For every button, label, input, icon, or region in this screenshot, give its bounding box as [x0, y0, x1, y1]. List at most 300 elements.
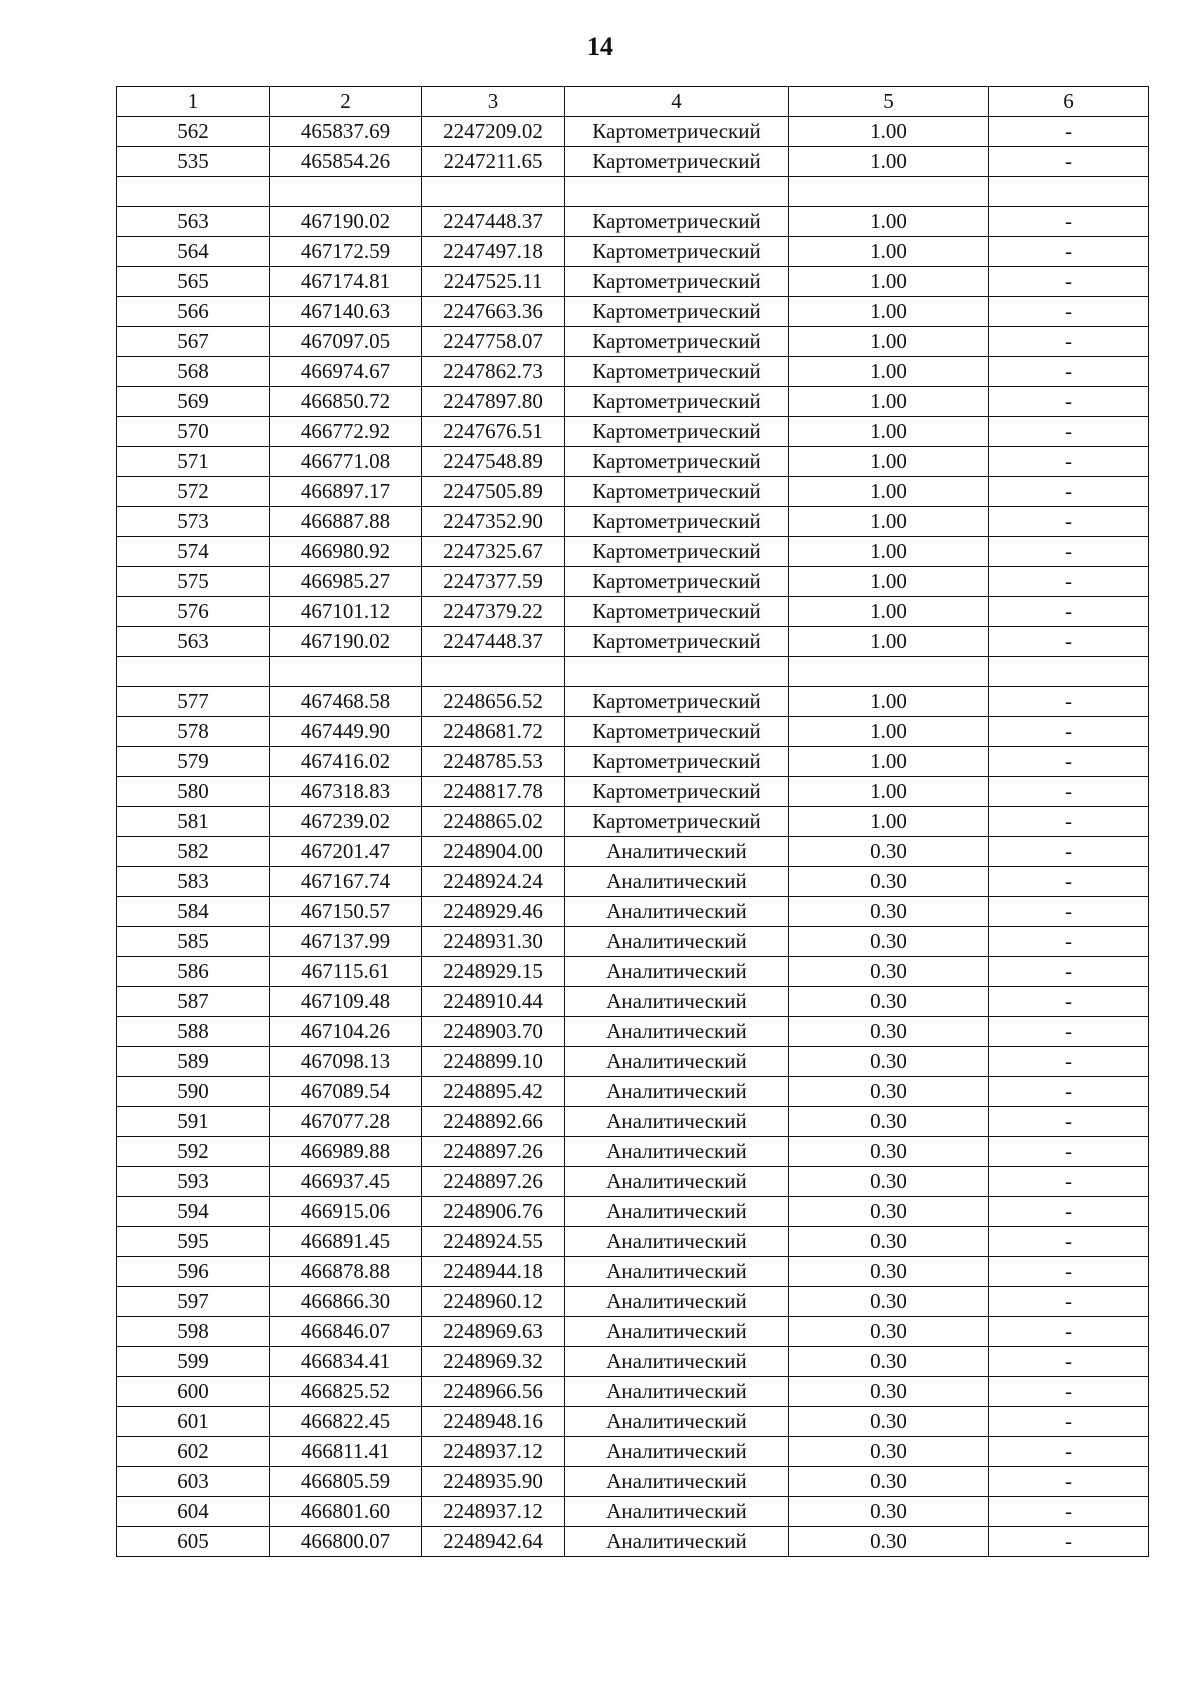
header-cell-6: 6: [989, 87, 1149, 117]
point-number-cell: 583: [117, 867, 270, 897]
method-cell: Аналитический: [565, 1347, 789, 1377]
x-coordinate-cell: 466805.59: [270, 1467, 422, 1497]
point-number-cell: 605: [117, 1527, 270, 1557]
table-body: [117, 117, 1149, 1557]
method-cell: Картометрический: [565, 357, 789, 387]
x-coordinate-cell: 467089.54: [270, 1077, 422, 1107]
table-row: [117, 627, 1149, 657]
y-coordinate-cell: 2247663.36: [422, 297, 565, 327]
table-row: [117, 1227, 1149, 1257]
y-coordinate-cell: 2248656.52: [422, 687, 565, 717]
table-row: [117, 567, 1149, 597]
method-cell: Аналитический: [565, 1017, 789, 1047]
header-cell-1: 1: [117, 87, 270, 117]
point-number-cell: 587: [117, 987, 270, 1017]
x-coordinate-cell: 465854.26: [270, 147, 422, 177]
accuracy-cell: 0.30: [789, 957, 989, 987]
point-number-cell: 599: [117, 1347, 270, 1377]
note-cell: -: [989, 417, 1149, 447]
note-cell: -: [989, 237, 1149, 267]
table-row: [117, 657, 1149, 687]
table-row: [117, 177, 1149, 207]
method-cell: Аналитический: [565, 1407, 789, 1437]
x-coordinate-cell: 467104.26: [270, 1017, 422, 1047]
note-cell: -: [989, 1077, 1149, 1107]
x-coordinate-cell: 465837.69: [270, 117, 422, 147]
point-number-cell: 565: [117, 267, 270, 297]
method-cell: Аналитический: [565, 1437, 789, 1467]
table-row: [117, 267, 1149, 297]
table-row: [117, 777, 1149, 807]
note-cell: -: [989, 387, 1149, 417]
accuracy-cell: 1.00: [789, 807, 989, 837]
x-coordinate-cell: 467201.47: [270, 837, 422, 867]
method-cell: Аналитический: [565, 837, 789, 867]
table-row: [117, 1017, 1149, 1047]
y-coordinate-cell: 2248948.16: [422, 1407, 565, 1437]
point-number-cell: 604: [117, 1497, 270, 1527]
method-cell: Картометрический: [565, 777, 789, 807]
note-cell: -: [989, 1197, 1149, 1227]
method-cell: Картометрический: [565, 447, 789, 477]
x-coordinate-cell: 466989.88: [270, 1137, 422, 1167]
note-cell: -: [989, 1137, 1149, 1167]
accuracy-cell: 0.30: [789, 867, 989, 897]
note-cell: -: [989, 717, 1149, 747]
y-coordinate-cell: 2248937.12: [422, 1497, 565, 1527]
point-number-cell: 586: [117, 957, 270, 987]
x-coordinate-cell: 466985.27: [270, 567, 422, 597]
table-row: [117, 1257, 1149, 1287]
x-coordinate-cell: 467098.13: [270, 1047, 422, 1077]
y-coordinate-cell: 2248865.02: [422, 807, 565, 837]
x-coordinate-cell: [270, 177, 422, 207]
point-number-cell: 602: [117, 1437, 270, 1467]
accuracy-cell: 1.00: [789, 447, 989, 477]
method-cell: Аналитический: [565, 867, 789, 897]
y-coordinate-cell: 2247377.59: [422, 567, 565, 597]
table-row: [117, 1437, 1149, 1467]
table-row: [117, 207, 1149, 237]
header-row: [117, 87, 1149, 117]
x-coordinate-cell: 467416.02: [270, 747, 422, 777]
header-cell-2: 2: [270, 87, 422, 117]
y-coordinate-cell: 2247325.67: [422, 537, 565, 567]
x-coordinate-cell: 466846.07: [270, 1317, 422, 1347]
table-row: [117, 867, 1149, 897]
y-coordinate-cell: 2248937.12: [422, 1437, 565, 1467]
method-cell: Аналитический: [565, 927, 789, 957]
note-cell: -: [989, 987, 1149, 1017]
table-row: [117, 507, 1149, 537]
accuracy-cell: 0.30: [789, 1467, 989, 1497]
note-cell: -: [989, 807, 1149, 837]
method-cell: Аналитический: [565, 1047, 789, 1077]
accuracy-cell: 0.30: [789, 987, 989, 1017]
point-number-cell: 577: [117, 687, 270, 717]
note-cell: -: [989, 747, 1149, 777]
note-cell: -: [989, 597, 1149, 627]
point-number-cell: 590: [117, 1077, 270, 1107]
table-row: [117, 687, 1149, 717]
x-coordinate-cell: 466772.92: [270, 417, 422, 447]
y-coordinate-cell: 2247448.37: [422, 207, 565, 237]
accuracy-cell: 1.00: [789, 387, 989, 417]
note-cell: -: [989, 1377, 1149, 1407]
method-cell: Аналитический: [565, 1377, 789, 1407]
method-cell: Аналитический: [565, 987, 789, 1017]
point-number-cell: 578: [117, 717, 270, 747]
table-row: [117, 957, 1149, 987]
method-cell: [565, 177, 789, 207]
x-coordinate-cell: [270, 657, 422, 687]
y-coordinate-cell: 2248897.26: [422, 1167, 565, 1197]
method-cell: Картометрический: [565, 207, 789, 237]
accuracy-cell: 0.30: [789, 1047, 989, 1077]
method-cell: Картометрический: [565, 807, 789, 837]
table-row: [117, 807, 1149, 837]
point-number-cell: 600: [117, 1377, 270, 1407]
point-number-cell: 591: [117, 1107, 270, 1137]
method-cell: Картометрический: [565, 477, 789, 507]
y-coordinate-cell: 2247448.37: [422, 627, 565, 657]
x-coordinate-cell: 466980.92: [270, 537, 422, 567]
table-row: [117, 747, 1149, 777]
method-cell: Картометрический: [565, 387, 789, 417]
point-number-cell: 597: [117, 1287, 270, 1317]
x-coordinate-cell: 467101.12: [270, 597, 422, 627]
y-coordinate-cell: [422, 657, 565, 687]
note-cell: -: [989, 477, 1149, 507]
header-cell-5: 5: [789, 87, 989, 117]
point-number-cell: 579: [117, 747, 270, 777]
point-number-cell: 593: [117, 1167, 270, 1197]
accuracy-cell: 1.00: [789, 267, 989, 297]
accuracy-cell: [789, 657, 989, 687]
table-row: [117, 1107, 1149, 1137]
y-coordinate-cell: 2247379.22: [422, 597, 565, 627]
accuracy-cell: 0.30: [789, 1317, 989, 1347]
header-cell-3: 3: [422, 87, 565, 117]
accuracy-cell: 0.30: [789, 1287, 989, 1317]
point-number-cell: 594: [117, 1197, 270, 1227]
point-number-cell: 592: [117, 1137, 270, 1167]
note-cell: -: [989, 1437, 1149, 1467]
y-coordinate-cell: 2248924.55: [422, 1227, 565, 1257]
point-number-cell: 567: [117, 327, 270, 357]
x-coordinate-cell: 466937.45: [270, 1167, 422, 1197]
note-cell: -: [989, 1227, 1149, 1257]
x-coordinate-cell: 467468.58: [270, 687, 422, 717]
table-row: [117, 387, 1149, 417]
method-cell: Картометрический: [565, 747, 789, 777]
note-cell: -: [989, 1407, 1149, 1437]
page-number: 14: [587, 32, 613, 61]
x-coordinate-cell: 466915.06: [270, 1197, 422, 1227]
point-number-cell: 562: [117, 117, 270, 147]
table-row: [117, 537, 1149, 567]
note-cell: -: [989, 1317, 1149, 1347]
accuracy-cell: 1.00: [789, 477, 989, 507]
x-coordinate-cell: 466811.41: [270, 1437, 422, 1467]
table-row: [117, 147, 1149, 177]
method-cell: Аналитический: [565, 1077, 789, 1107]
x-coordinate-cell: 467109.48: [270, 987, 422, 1017]
accuracy-cell: 0.30: [789, 897, 989, 927]
y-coordinate-cell: 2247497.18: [422, 237, 565, 267]
x-coordinate-cell: 466891.45: [270, 1227, 422, 1257]
x-coordinate-cell: 467115.61: [270, 957, 422, 987]
y-coordinate-cell: 2247862.73: [422, 357, 565, 387]
point-number-cell: 575: [117, 567, 270, 597]
note-cell: -: [989, 267, 1149, 297]
y-coordinate-cell: 2248944.18: [422, 1257, 565, 1287]
accuracy-cell: 0.30: [789, 1497, 989, 1527]
note-cell: -: [989, 147, 1149, 177]
accuracy-cell: 0.30: [789, 1407, 989, 1437]
note-cell: -: [989, 507, 1149, 537]
method-cell: Аналитический: [565, 1197, 789, 1227]
table-row: [117, 1527, 1149, 1557]
note-cell: -: [989, 1497, 1149, 1527]
x-coordinate-cell: 466974.67: [270, 357, 422, 387]
y-coordinate-cell: 2248910.44: [422, 987, 565, 1017]
y-coordinate-cell: 2248931.30: [422, 927, 565, 957]
x-coordinate-cell: 466887.88: [270, 507, 422, 537]
accuracy-cell: 0.30: [789, 1257, 989, 1287]
note-cell: -: [989, 1047, 1149, 1077]
note-cell: -: [989, 207, 1149, 237]
accuracy-cell: 1.00: [789, 357, 989, 387]
x-coordinate-cell: 466834.41: [270, 1347, 422, 1377]
accuracy-cell: 0.30: [789, 1527, 989, 1557]
method-cell: Аналитический: [565, 1527, 789, 1557]
point-number-cell: 585: [117, 927, 270, 957]
point-number-cell: [117, 657, 270, 687]
accuracy-cell: 1.00: [789, 747, 989, 777]
point-number-cell: 603: [117, 1467, 270, 1497]
table-row: [117, 357, 1149, 387]
point-number-cell: 573: [117, 507, 270, 537]
accuracy-cell: 0.30: [789, 1167, 989, 1197]
y-coordinate-cell: [422, 177, 565, 207]
table-row: [117, 837, 1149, 867]
note-cell: -: [989, 1167, 1149, 1197]
accuracy-cell: 1.00: [789, 207, 989, 237]
y-coordinate-cell: 2248904.00: [422, 837, 565, 867]
note-cell: -: [989, 327, 1149, 357]
point-number-cell: 566: [117, 297, 270, 327]
note-cell: -: [989, 1287, 1149, 1317]
method-cell: Аналитический: [565, 1227, 789, 1257]
x-coordinate-cell: 467172.59: [270, 237, 422, 267]
accuracy-cell: 0.30: [789, 837, 989, 867]
table-row: [117, 1497, 1149, 1527]
y-coordinate-cell: 2248966.56: [422, 1377, 565, 1407]
note-cell: -: [989, 1107, 1149, 1137]
y-coordinate-cell: 2248942.64: [422, 1527, 565, 1557]
table-row: [117, 927, 1149, 957]
point-number-cell: 571: [117, 447, 270, 477]
y-coordinate-cell: 2247897.80: [422, 387, 565, 417]
note-cell: -: [989, 867, 1149, 897]
point-number-cell: [117, 177, 270, 207]
y-coordinate-cell: 2248903.70: [422, 1017, 565, 1047]
method-cell: Картометрический: [565, 297, 789, 327]
accuracy-cell: 1.00: [789, 147, 989, 177]
y-coordinate-cell: 2247758.07: [422, 327, 565, 357]
x-coordinate-cell: 467190.02: [270, 627, 422, 657]
note-cell: -: [989, 117, 1149, 147]
method-cell: Картометрический: [565, 327, 789, 357]
accuracy-cell: 1.00: [789, 627, 989, 657]
note-cell: -: [989, 567, 1149, 597]
method-cell: Картометрический: [565, 417, 789, 447]
method-cell: Картометрический: [565, 117, 789, 147]
table-row: [117, 1407, 1149, 1437]
accuracy-cell: 1.00: [789, 597, 989, 627]
accuracy-cell: 0.30: [789, 1227, 989, 1257]
point-number-cell: 576: [117, 597, 270, 627]
method-cell: Аналитический: [565, 1497, 789, 1527]
accuracy-cell: 0.30: [789, 1347, 989, 1377]
x-coordinate-cell: 467077.28: [270, 1107, 422, 1137]
y-coordinate-cell: 2247352.90: [422, 507, 565, 537]
accuracy-cell: 0.30: [789, 1077, 989, 1107]
accuracy-cell: 1.00: [789, 717, 989, 747]
y-coordinate-cell: 2248924.24: [422, 867, 565, 897]
method-cell: Аналитический: [565, 1317, 789, 1347]
note-cell: -: [989, 957, 1149, 987]
point-number-cell: 582: [117, 837, 270, 867]
point-number-cell: 595: [117, 1227, 270, 1257]
y-coordinate-cell: 2248892.66: [422, 1107, 565, 1137]
table-row: [117, 1047, 1149, 1077]
x-coordinate-cell: 466878.88: [270, 1257, 422, 1287]
method-cell: Картометрический: [565, 597, 789, 627]
accuracy-cell: 1.00: [789, 567, 989, 597]
table-row: [117, 1167, 1149, 1197]
note-cell: -: [989, 687, 1149, 717]
accuracy-cell: 1.00: [789, 417, 989, 447]
note-cell: -: [989, 357, 1149, 387]
accuracy-cell: 1.00: [789, 777, 989, 807]
x-coordinate-cell: 467174.81: [270, 267, 422, 297]
x-coordinate-cell: 466771.08: [270, 447, 422, 477]
note-cell: [989, 177, 1149, 207]
y-coordinate-cell: 2247525.11: [422, 267, 565, 297]
accuracy-cell: 1.00: [789, 507, 989, 537]
y-coordinate-cell: 2247211.65: [422, 147, 565, 177]
table-row: [117, 1467, 1149, 1497]
accuracy-cell: [789, 177, 989, 207]
accuracy-cell: 1.00: [789, 117, 989, 147]
note-cell: -: [989, 1527, 1149, 1557]
y-coordinate-cell: 2248785.53: [422, 747, 565, 777]
point-number-cell: 580: [117, 777, 270, 807]
note-cell: -: [989, 537, 1149, 567]
method-cell: Картометрический: [565, 717, 789, 747]
table-row: [117, 1137, 1149, 1167]
point-number-cell: 601: [117, 1407, 270, 1437]
method-cell: Аналитический: [565, 1107, 789, 1137]
method-cell: [565, 657, 789, 687]
table-row: [117, 1287, 1149, 1317]
table-row: [117, 717, 1149, 747]
point-number-cell: 568: [117, 357, 270, 387]
point-number-cell: 581: [117, 807, 270, 837]
table-row: [117, 1377, 1149, 1407]
x-coordinate-cell: 467140.63: [270, 297, 422, 327]
y-coordinate-cell: 2248681.72: [422, 717, 565, 747]
method-cell: Картометрический: [565, 267, 789, 297]
point-number-cell: 572: [117, 477, 270, 507]
accuracy-cell: 1.00: [789, 237, 989, 267]
method-cell: Аналитический: [565, 1467, 789, 1497]
x-coordinate-cell: 466800.07: [270, 1527, 422, 1557]
y-coordinate-cell: 2248895.42: [422, 1077, 565, 1107]
point-number-cell: 563: [117, 207, 270, 237]
accuracy-cell: 0.30: [789, 1377, 989, 1407]
coordinates-table: [116, 86, 1149, 1557]
table-row: [117, 117, 1149, 147]
x-coordinate-cell: 467137.99: [270, 927, 422, 957]
accuracy-cell: 0.30: [789, 1197, 989, 1227]
y-coordinate-cell: 2247548.89: [422, 447, 565, 477]
accuracy-cell: 0.30: [789, 1017, 989, 1047]
accuracy-cell: 0.30: [789, 1137, 989, 1167]
method-cell: Картометрический: [565, 627, 789, 657]
table-row: [117, 1347, 1149, 1377]
x-coordinate-cell: 467097.05: [270, 327, 422, 357]
point-number-cell: 564: [117, 237, 270, 267]
x-coordinate-cell: 467449.90: [270, 717, 422, 747]
note-cell: -: [989, 297, 1149, 327]
method-cell: Аналитический: [565, 897, 789, 927]
note-cell: -: [989, 627, 1149, 657]
point-number-cell: 589: [117, 1047, 270, 1077]
x-coordinate-cell: 467239.02: [270, 807, 422, 837]
point-number-cell: 596: [117, 1257, 270, 1287]
method-cell: Аналитический: [565, 1287, 789, 1317]
note-cell: -: [989, 1467, 1149, 1497]
point-number-cell: 570: [117, 417, 270, 447]
point-number-cell: 535: [117, 147, 270, 177]
y-coordinate-cell: 2248897.26: [422, 1137, 565, 1167]
accuracy-cell: 0.30: [789, 1107, 989, 1137]
note-cell: -: [989, 1017, 1149, 1047]
note-cell: -: [989, 1347, 1149, 1377]
method-cell: Картометрический: [565, 147, 789, 177]
table-row: [117, 447, 1149, 477]
y-coordinate-cell: 2248929.15: [422, 957, 565, 987]
x-coordinate-cell: 466850.72: [270, 387, 422, 417]
accuracy-cell: 1.00: [789, 687, 989, 717]
point-number-cell: 584: [117, 897, 270, 927]
y-coordinate-cell: 2248969.63: [422, 1317, 565, 1347]
x-coordinate-cell: 466822.45: [270, 1407, 422, 1437]
point-number-cell: 574: [117, 537, 270, 567]
table-row: [117, 597, 1149, 627]
table-row: [117, 417, 1149, 447]
accuracy-cell: 0.30: [789, 927, 989, 957]
table-row: [117, 1077, 1149, 1107]
x-coordinate-cell: 467190.02: [270, 207, 422, 237]
x-coordinate-cell: 467318.83: [270, 777, 422, 807]
y-coordinate-cell: 2247505.89: [422, 477, 565, 507]
y-coordinate-cell: 2248929.46: [422, 897, 565, 927]
method-cell: Аналитический: [565, 1257, 789, 1287]
